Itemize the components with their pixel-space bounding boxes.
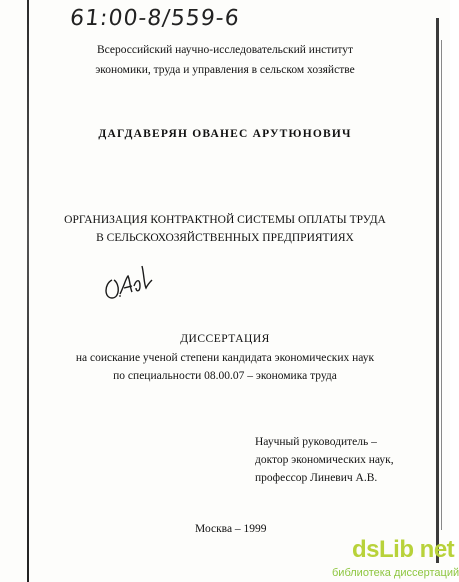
logo-dot: . bbox=[413, 536, 420, 563]
handwritten-stamp-number: 61:00-8/559-6 bbox=[68, 6, 242, 31]
logo-tld-text: net bbox=[419, 536, 455, 563]
institute-line-1: Всероссийский научно-исследовательский институт bbox=[96, 44, 354, 56]
dslib-logo bbox=[352, 536, 454, 564]
institute-line-2: экономики, труда и управления в сельском хозяйстве bbox=[95, 64, 355, 76]
supervisor-line-3: профессор Линевич А.В. bbox=[255, 472, 378, 484]
page-right-edge-shadow bbox=[441, 40, 442, 530]
author-name: ДАГДАВЕРЯН ОВАНЕС АРУТЮНОВИЧ bbox=[98, 128, 352, 140]
city-year: Москва – 1999 bbox=[195, 523, 267, 535]
page-left-edge bbox=[27, 0, 29, 582]
dslib-watermark bbox=[330, 532, 459, 582]
supervisor-line-2: доктор экономических наук, bbox=[255, 454, 394, 466]
handwritten-signature bbox=[100, 258, 160, 306]
dissertation-heading: ДИССЕРТАЦИЯ bbox=[180, 333, 270, 345]
title-line-2: В СЕЛЬСКОХОЗЯЙСТВЕННЫХ ПРЕДПРИЯТИЯХ bbox=[96, 232, 354, 244]
dslib-subtitle: библиотека диссертаций bbox=[332, 567, 459, 579]
logo-main-text: dsLib bbox=[352, 536, 414, 563]
page-right-edge bbox=[436, 18, 439, 563]
title-line-1: ОРГАНИЗАЦИЯ КОНТРАКТНОЙ СИСТЕМЫ ОПЛАТЫ ТРУДА bbox=[64, 214, 386, 226]
supervisor-line-1: Научный руководитель – bbox=[255, 436, 377, 448]
dissertation-line-1: на соискание ученой степени кандидата экономических наук bbox=[75, 352, 375, 364]
dissertation-line-2: по специальности 08.00.07 – экономика труда bbox=[113, 370, 337, 382]
